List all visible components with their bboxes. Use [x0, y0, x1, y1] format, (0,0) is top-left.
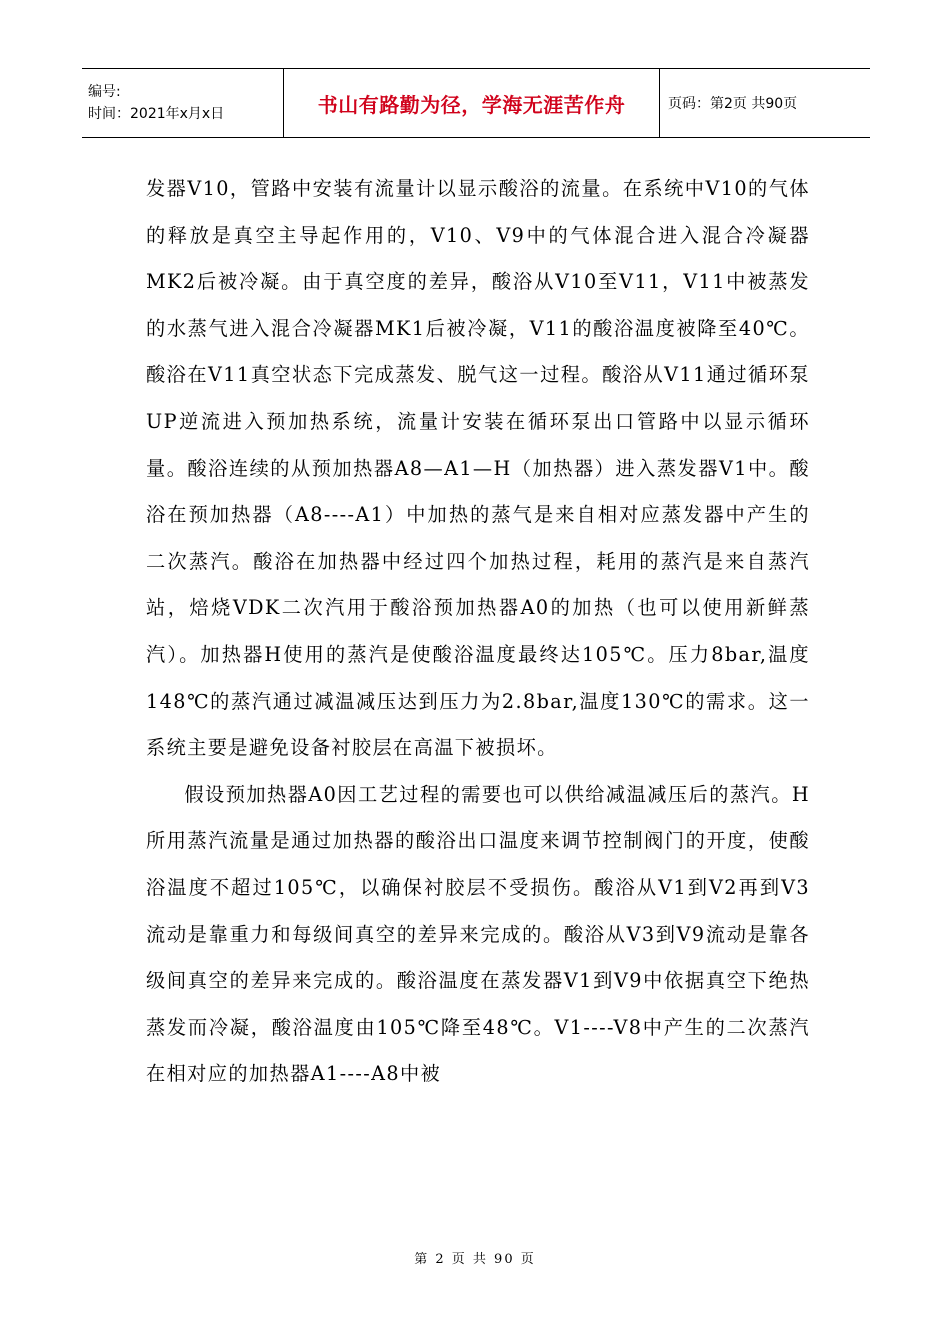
header-meta — [82, 69, 284, 137]
body-paragraph-1: 发器V10，管路中安装有流量计以显示酸浴的流量。在系统中V10的气体的释放是真空主导起作用的，V10、V9中的气体混合进入混合冷凝器MK2后被冷凝。由于真空度的差异，酸浴从V10至V11，V11中被蒸发的水蒸气进入混合冷凝器MK1后被冷凝，V11的酸浴温度被降至40℃。酸浴在V11真空状态下完成蒸发、脱气这一过程。酸浴从V11通过循环泵UP逆流进入预加热系统，流量计安装在循环泵出口管路中以显示循环量。酸浴连续的从预加热器A8—A1—H（加热器）进入蒸发器V1中。酸浴在预加热器（A8----A1）中加热的蒸气是来自相对应蒸发器中产生的二次蒸汽。酸浴在加热器中经过四个加热过程，耗用的蒸汽是来自蒸汽站，焙烧VDK二次汽用于酸浴预加热器A0的加热（也可以使用新鲜蒸汽）。加热器H使用的蒸汽是使酸浴温度最终达105℃。压力8bar,温度148℃的蒸汽通过减温减压达到压力为2.8bar,温度130℃的需求。这一系统主要是避免设备衬胶层在高温下被损坏。 — [146, 177, 810, 760]
header-page-info: 页码：第2页 共90页 — [668, 96, 798, 112]
header-motto: 书山有路勤为径，学海无涯苦作舟 — [317, 92, 626, 117]
page-header — [82, 68, 870, 138]
document-date: 时间：2021年x月x日 — [88, 106, 225, 122]
document-number-label: 编号: — [88, 84, 121, 100]
body-paragraph-2: 假设预加热器A0因工艺过程的需要也可以供给减温减压后的蒸汽。H所用蒸汽流量是通过加热器的酸浴出口温度来调节控制阀门的开度，使酸浴温度不超过105℃，以确保衬胶层不受损伤。酸浴从V1到V2再到V3流动是靠重力和每级间真空的差异来完成的。酸浴从V3到V9流动是靠各级间真空的差异来完成的。酸浴温度在蒸发器V1到V9中依据真空下绝热蒸发而冷凝，酸浴温度由105℃降至48℃。V1----V8中产生的二次蒸汽在相对应的加热器A1----A8中被 — [146, 782, 810, 1086]
header-motto-cell — [284, 69, 660, 137]
page-footer: 第 2 页 共 90 页 — [414, 1252, 536, 1267]
document-body — [146, 166, 810, 1098]
header-page-info-cell — [660, 69, 870, 137]
